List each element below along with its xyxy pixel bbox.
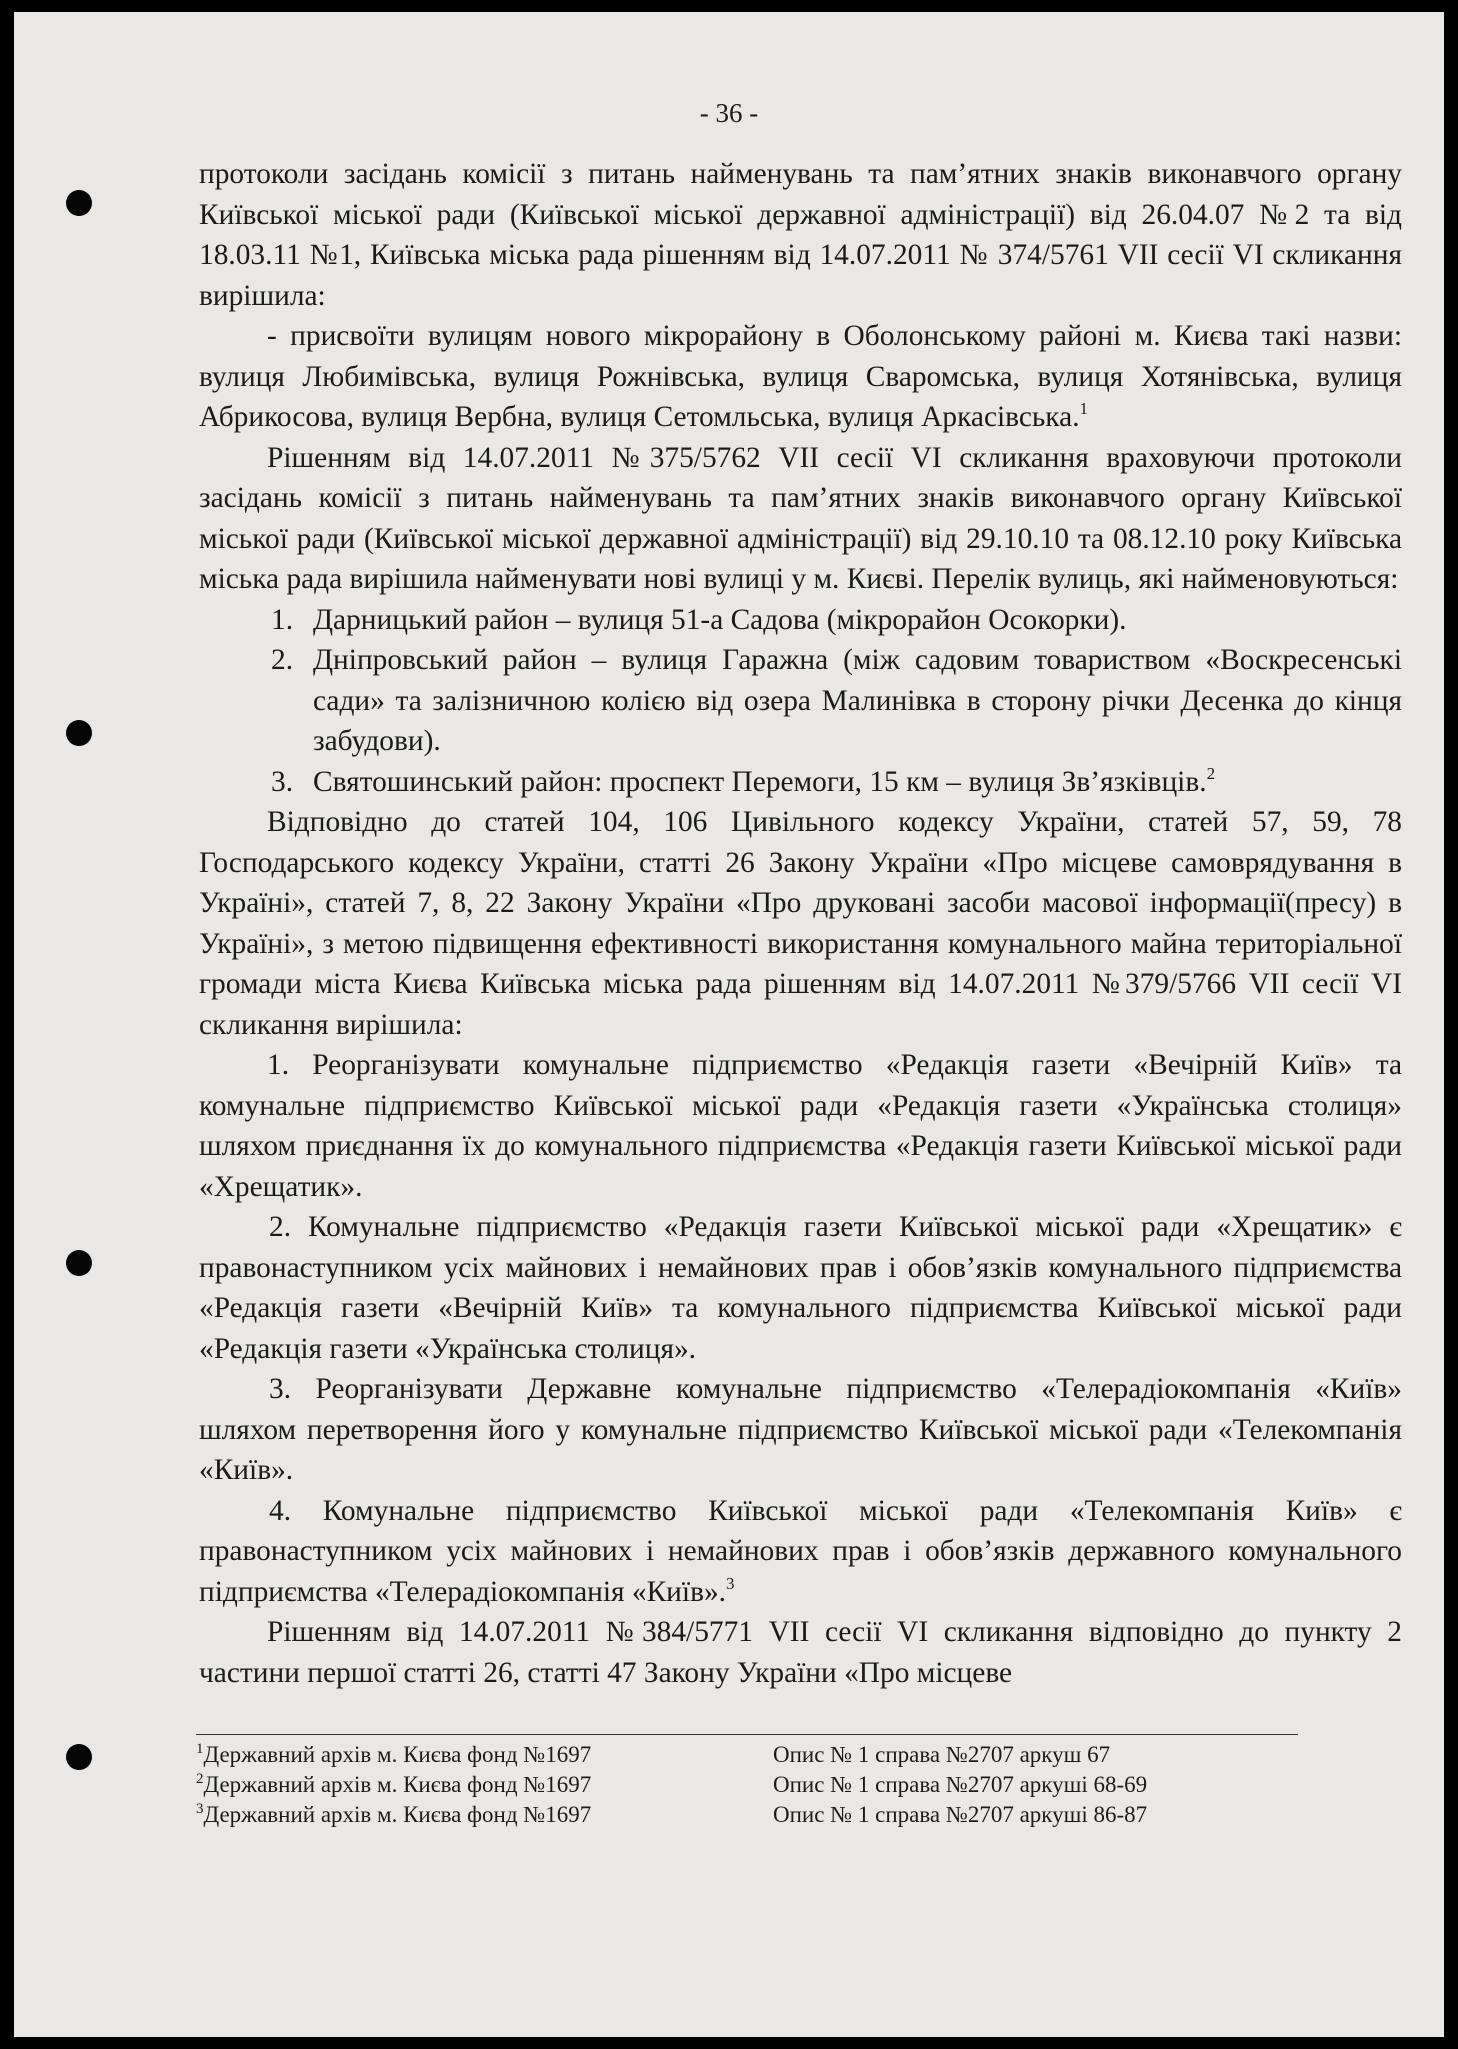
footnote-ref: 2 — [1206, 763, 1216, 783]
paragraph: 3. Реорганізувати Державне комунальне підприємство «Телерадіокомпанія «Київ» шляхом перетворення його у комунальне підприємство Київської міської ради «Телекомпанія «Київ». — [199, 1373, 1402, 1486]
paragraph — [199, 316, 1402, 438]
footnote-ref: 1 — [1079, 399, 1089, 418]
page-number: - 36 - — [699, 98, 759, 128]
list-item — [271, 762, 1402, 803]
list-number: 1. — [271, 603, 294, 636]
paragraph-text: 4. Комунальне підприємство Київської міської ради «Телекомпанія Київ» є правонаступником усіх майнових і немайнових прав і обов’язків державного комунального підприємства «Телерадіокомпанія «Київ». — [199, 1494, 1402, 1608]
document-page — [14, 12, 1444, 2037]
list-item — [271, 600, 1402, 641]
footnote-source: Державний архів м. Києва фонд №1697 — [203, 1772, 592, 1797]
footnote-mark: 2 — [196, 1771, 204, 1787]
footnote-source: Державний архів м. Києва фонд №1697 — [203, 1742, 592, 1767]
footnote-source-wrap — [196, 1770, 591, 1799]
punch-hole — [66, 720, 92, 746]
footnote-ref: 3 — [726, 1573, 735, 1593]
list-item — [271, 640, 1402, 762]
list-text: Дарницький район – вулиця 51-а Садова (мікрорайон Осокорки). — [313, 603, 1127, 636]
footnote-source-wrap — [196, 1740, 591, 1769]
list-text: Святошинський район: проспект Перемоги, 15 км – вулиця Зв’язківців. — [313, 765, 1207, 798]
paragraph: 1. Реорганізувати комунальне підприємство «Редакція газети «Вечірній Київ» та комунальне підприємство Київської міської ради «Редакція газети «Українська столиця» шляхом приєднання їх до комунального підприємства «Редакція газети Київської міської ради «Хрещатик». — [199, 1049, 1402, 1203]
list-text: Дніпровський район – вулиця Гаражна (між садовим товариством «Воскресенські сади» та залізничною колією від озера Малинівка в сторону річки Десенка до кінця забудови). — [313, 644, 1402, 757]
list-number: 3. — [271, 765, 294, 798]
footnote-separator — [196, 1734, 1298, 1735]
footnote-reference: Опис № 1 справа №2707 аркуші 68-69 — [773, 1772, 1148, 1797]
footnote-source: Державний архів м. Києва фонд №1697 — [203, 1802, 592, 1827]
footnote-reference: Опис № 1 справа №2707 аркуш 67 — [773, 1742, 1111, 1767]
document-body — [199, 154, 1402, 1693]
paragraph: Рішенням від 14.07.2011 №384/5771 VII сесії VI скликання відповідно до пункту 2 частини першої статті 26, статті 47 Закону України «Про місцеве — [199, 1616, 1402, 1689]
punch-hole — [66, 1744, 92, 1770]
footnote-mark: 1 — [196, 1741, 204, 1757]
paragraph: протоколи засідань комісії з питань найменувань та пам’ятних знаків виконавчого органу Київської міської ради (Київської міської державної адміністрації) від 26.04.07 №2 та від 18.03.11 №1, Київська міська рада рішенням від 14.07.2011 № 374/5761 VII сесії VI скликання вирішила: — [199, 158, 1402, 312]
list-text-wrap — [313, 762, 1402, 803]
punch-hole — [66, 190, 92, 216]
paragraph: Відповідно до статей 104, 106 Цивільного кодексу України, статей 57, 59, 78 Господарського кодексу України, статті 26 Закону України «Про місцеве самоврядування в Україні», статей 7, 8, 22 Закону України «Про друковані засоби масової інформації(пресу) в Україні», з метою підвищення ефективності використання комунального майна територіальної громади міста Києва Київська міська рада рішенням від 14.07.2011 №379/5766 VII сесії VI скликання вирішила: — [199, 806, 1402, 1041]
list-number: 2. — [271, 644, 294, 676]
paragraph: Рішенням від 14.07.2011 №375/5762 VII сесії VI скликання враховуючи протоколи засідань комісії з питань найменувань та пам’ятних знаків виконавчого органу Київської міської ради (Київської міської державної адміністрації) від 29.10.10 та 08.12.10 року Київська міська рада вирішила найменувати нові вулиці у м. Києві. Перелік вулиць, які найменовуються: — [199, 441, 1402, 595]
paragraph — [199, 1491, 1402, 1613]
footnote-mark: 3 — [196, 1801, 204, 1817]
paragraph: 2. Комунальне підприємство «Редакція газети Київської міської ради «Хрещатик» є правонаступником усіх майнових і немайнових прав і обов’язків комунального підприємства «Редакція газети «Вечірній Київ» та комунального підприємства Київської міської ради «Редакція газети «Українська столиця». — [199, 1211, 1402, 1365]
footnote-reference: Опис № 1 справа №2707 аркуші 86-87 — [773, 1802, 1148, 1827]
paragraph-text: - присвоїти вулицям нового мікрорайону в Оболонському районі м. Києва такі назви: вулиця Любимівська, вулиця Рожнівська, вулиця Сваромська, вулиця Хотянівська, вулиця Абрикосова, вулиця Вербна, вулиця Сетомльська, вулиця Аркасівська. — [199, 320, 1402, 433]
footnote-source-wrap — [196, 1800, 591, 1829]
punch-hole — [66, 1250, 92, 1276]
